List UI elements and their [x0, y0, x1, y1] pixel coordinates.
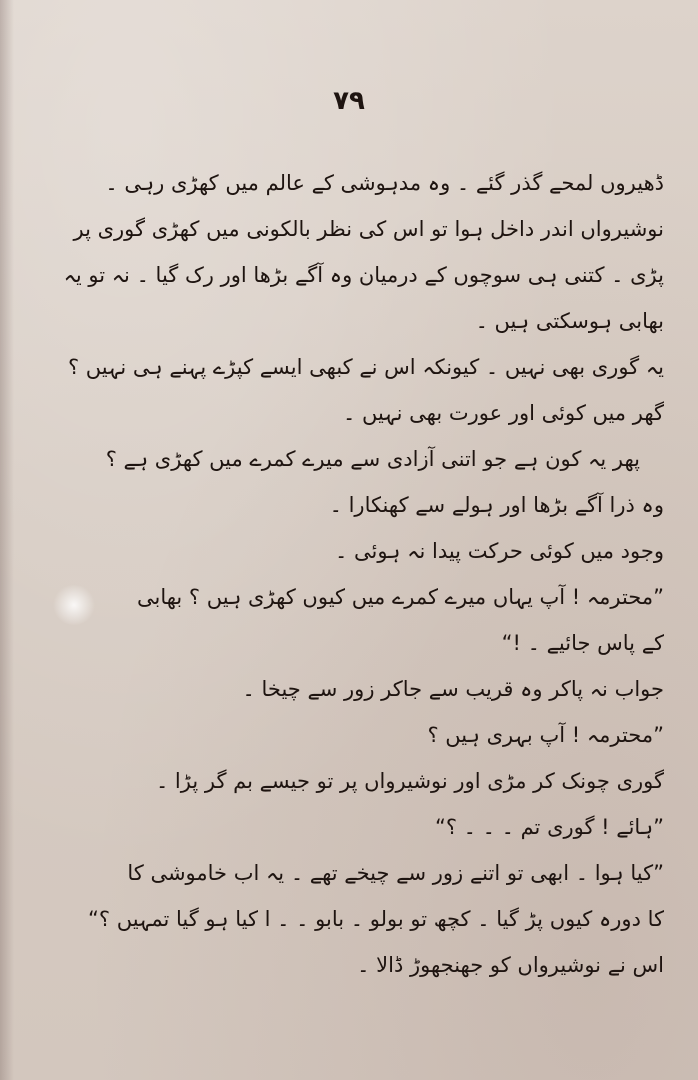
text-line-14: گوری چونک کر مڑی اور نوشیرواں پر تو جیسے بم گر پڑا ۔ — [155, 769, 664, 793]
text-line-4: بھابی ہوسکتی ہیں ۔ — [475, 309, 664, 333]
text-line-10: ”محترمہ ! آپ یہاں میرے کمرے میں کیوں کھڑی ہیں ؟ بھابی — [136, 585, 664, 609]
text-line-12: جواب نہ پاکر وہ قریب سے جاکر زور سے چیخا ۔ — [242, 677, 664, 701]
text-line-1: ڈھیروں لمحے گذر گئے ۔ وہ مدہوشی کے عالم میں کھڑی رہی ۔ — [105, 171, 664, 195]
page-edge-shadow — [0, 0, 14, 1080]
text-line-3: پڑی ۔ کتنی ہی سوچوں کے درمیان وہ آگے بڑھا اور رک گیا ۔ نہ تو یہ — [64, 263, 664, 287]
text-line-16: ”کیا ہوا ۔ ابھی تو اتنے زور سے چیخے تھے ۔ یہ اب خاموشی کا — [127, 861, 664, 885]
body-text — [64, 160, 664, 988]
text-line-8: وہ ذرا آگے بڑھا اور ہولے سے کھنکارا ۔ — [329, 493, 664, 517]
text-line-9: وجود میں کوئی حرکت پیدا نہ ہوئی ۔ — [335, 539, 664, 563]
text-line-5: یہ گوری بھی نہیں ۔ کیونکہ اس نے کبھی ایسے کپڑے پہنے ہی نہیں ؟ — [67, 355, 664, 379]
text-line-18: اس نے نوشیرواں کو جھنجھوڑ ڈالا ۔ — [357, 953, 664, 977]
page-number: ۷۹ — [333, 86, 365, 116]
text-line-6: گھر میں کوئی اور عورت بھی نہیں ۔ — [343, 401, 664, 425]
text-line-7: پھر یہ کون ہے جو اتنی آزادی سے میرے کمرے میں کھڑی ہے ؟ — [105, 447, 640, 471]
text-line-11: کے پاس جائیے ۔ !“ — [501, 631, 664, 655]
text-line-15: ”ہائے ! گوری تم ۔ ۔ ۔ ؟“ — [434, 815, 664, 839]
text-line-2: نوشیرواں اندر داخل ہوا تو اس کی نظر بالکونی میں کھڑی گوری پر — [73, 217, 664, 241]
text-line-13: ”محترمہ ! آپ بہری ہیں ؟ — [427, 723, 664, 747]
text-line-17: کا دورہ کیوں پڑ گیا ۔ کچھ تو بولو ۔ بابو ۔ ۔ ا کیا ہو گیا تمہیں ؟“ — [88, 907, 664, 931]
